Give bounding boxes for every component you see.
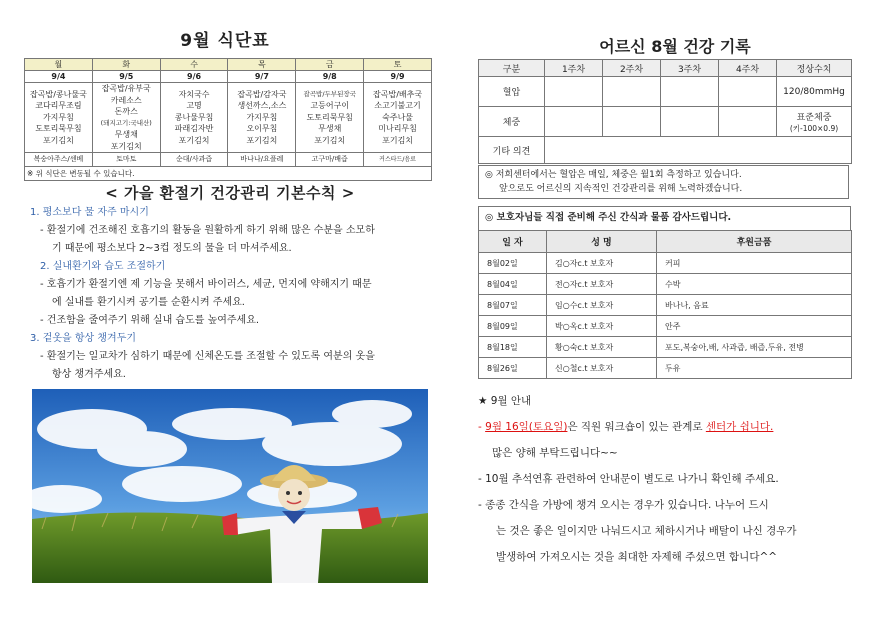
donation-name: 김○자c.t 보호자: [547, 253, 657, 274]
donation-name: 전○자c.t 보호자: [547, 274, 657, 295]
health-title: 어르신 8월 건강 기록: [599, 37, 751, 56]
bp-label: 혈압: [479, 77, 545, 107]
donation-item: 포도,복숭아,배, 사과즙, 배즙,두유, 전병: [657, 337, 852, 358]
menu-date: 9/9: [364, 71, 432, 83]
health-note: [478, 165, 849, 199]
weight-week-cell: [603, 107, 661, 137]
notice-line-1: [478, 414, 858, 440]
health-header: 3주차: [661, 60, 719, 77]
meal-item: 포기김치: [314, 135, 346, 145]
donation-item: 두유: [657, 358, 852, 379]
weight-week-cell: [719, 107, 777, 137]
health-header: 1주차: [545, 60, 603, 77]
table-row: [479, 253, 852, 274]
donation-item: 수박: [657, 274, 852, 295]
notice-dash: -: [478, 421, 486, 433]
guide-text: - 건조함을 줄여주기 위해 실내 습도를 높여주세요.: [40, 315, 260, 326]
table-row: [479, 295, 852, 316]
meal-item: 오이무침: [246, 124, 278, 134]
menu-snack: 바나나/요플레: [228, 153, 296, 167]
guide-text: - 환절기에 건조해진 호흡기의 활동을 원활하게 하기 위해 많은 수분을 소모하: [40, 225, 375, 236]
meal-item: 잡곡밥/콩나물국: [30, 89, 87, 99]
menu-day: 토: [364, 59, 432, 71]
meal-item: 생선까스,소스: [237, 101, 287, 111]
donation-date: 8월09일: [479, 316, 547, 337]
weight-week-cell: [545, 107, 603, 137]
menu-table: [24, 58, 432, 181]
notice-line-5: 는 것은 좋은 일이지만 나눠드시고 체하시거나 배탈이 나신 경우가: [496, 525, 797, 537]
guide-text: 기 때문에 평소보다 2~3컵 정도의 물을 더 마셔주세요.: [52, 243, 292, 254]
menu-date: 9/5: [92, 71, 160, 83]
etc-cell: [545, 137, 852, 164]
menu-meal-thu: [228, 83, 296, 153]
table-row: [479, 358, 852, 379]
scarecrow-photo: [32, 389, 428, 583]
guide-heading-2: 2. 실내환기와 습도 조절하기: [40, 261, 166, 272]
menu-day: 월: [25, 59, 93, 71]
meal-item: (돼지고기:국내산): [100, 118, 152, 127]
meal-item: 미나리무침: [378, 124, 417, 134]
menu-date: 9/4: [25, 71, 93, 83]
meal-item: 소고기불고기: [374, 101, 421, 111]
meal-item: 잡곡밥/유부국: [101, 84, 151, 93]
menu-note: ※ 위 식단은 변동될 수 있습니다.: [25, 167, 432, 181]
guide-title: < 가을 환절기 건강관리 기본수칙 >: [105, 184, 355, 202]
notice-closure-text: 센터가 쉽니다.: [705, 421, 774, 433]
meal-item: 포기김치: [246, 135, 278, 145]
guide-body: [30, 204, 430, 384]
menu-snack: 순대/사과즙: [160, 153, 228, 167]
health-header: 정상수치: [777, 60, 852, 77]
meal-item: 파래김자반: [174, 124, 214, 134]
weight-normal-formula: (키-100×0.9): [789, 123, 839, 133]
donation-header: 성 명: [547, 231, 657, 253]
health-record-table: [478, 59, 852, 164]
donation-name: 임○수c.t 보호자: [547, 295, 657, 316]
donation-name: 박○옥c.t 보호자: [547, 316, 657, 337]
health-header: 구분: [479, 60, 545, 77]
guide-text: - 환절기는 일교차가 심하기 때문에 신체온도를 조절할 수 있도록 여분의 옷을: [40, 351, 375, 362]
notice-text: 은 직원 워크숍이 있는 관계로: [567, 421, 706, 433]
meal-item: 숙주나물: [382, 112, 414, 122]
meal-item: 가지무침: [42, 112, 74, 122]
meal-item: 잡곡밥/두부된장국: [303, 89, 356, 98]
meal-item: 돈까스: [114, 107, 138, 116]
meal-item: 무생채: [318, 124, 342, 134]
donation-name: 신○철c.t 보호자: [547, 358, 657, 379]
donation-item: 커피: [657, 253, 852, 274]
scarecrow-illustration: [32, 389, 428, 583]
meal-item: 가지무침: [246, 112, 278, 122]
meal-item: 자치국수: [178, 89, 210, 99]
menu-day: 목: [228, 59, 296, 71]
menu-snack: 토마토: [92, 153, 160, 167]
donation-date: 8월26일: [479, 358, 547, 379]
meal-item: 카레소스: [110, 95, 142, 105]
menu-snack: 고구마/배즙: [296, 153, 364, 167]
menu-date: 9/7: [228, 71, 296, 83]
menu-snack: 복숭아주스/센베: [25, 153, 93, 167]
menu-meal-tue: [92, 83, 160, 153]
donation-item: 바나나, 음료: [657, 295, 852, 316]
menu-meal-sat: [364, 83, 432, 153]
meal-item: 포기김치: [42, 135, 74, 145]
notice-line-3: - 10월 추석연휴 관련하여 안내문이 별도로 나가니 확인해 주세요.: [478, 473, 779, 485]
weight-label: 체중: [479, 107, 545, 137]
meal-item: 고명: [186, 101, 202, 111]
table-row: [479, 337, 852, 358]
table-row: [479, 274, 852, 295]
meal-item: 도토리묵무침: [306, 112, 353, 122]
guide-text: 에 실내를 환기시켜 공기를 순환시켜 주세요.: [52, 297, 245, 308]
meal-item: 잡곡밥/배추국: [373, 89, 423, 99]
weight-week-cell: [661, 107, 719, 137]
meal-item: 코다리무조림: [35, 101, 82, 111]
guide-heading-3: 3. 겉옷을 항상 챙겨두기: [30, 333, 137, 344]
bp-week-cell: [545, 77, 603, 107]
meal-item: 포기김치: [178, 135, 210, 145]
health-header: 2주차: [603, 60, 661, 77]
menu-meal-wed: [160, 83, 228, 153]
notice-closure-date: 9월 16일(토요일): [485, 421, 568, 433]
guide-heading-1: 1. 평소보다 물 자주 마시기: [30, 207, 149, 218]
guide-text: - 호흡기가 환절기엔 제 기능을 못해서 바이러스, 세균, 먼지에 약해지기 때문: [40, 279, 372, 290]
meal-item: 무생채: [114, 130, 138, 139]
september-notice: [478, 388, 858, 570]
bp-week-cell: [719, 77, 777, 107]
menu-meal-mon: [25, 83, 93, 153]
menu-meal-fri: [296, 83, 364, 153]
scarecrow-face: [278, 479, 310, 511]
menu-snack: 커스타드/음료: [364, 153, 432, 167]
menu-title: 9월 식단표: [180, 31, 270, 51]
meal-item: 고등어구이: [310, 101, 350, 111]
menu-day: 화: [92, 59, 160, 71]
donation-header: 일 자: [479, 231, 547, 253]
donation-date: 8월07일: [479, 295, 547, 316]
bp-week-cell: [603, 77, 661, 107]
notice-line-6: 발생하여 가져오시는 것을 최대한 자제해 주셨으면 합니다^^: [496, 551, 778, 563]
menu-date: 9/8: [296, 71, 364, 83]
meal-item: 포기김치: [382, 135, 414, 145]
notice-title: ★ 9월 안내: [478, 395, 532, 407]
meal-item: 콩나물무침: [174, 112, 214, 122]
guide-text: 항상 챙겨주세요.: [52, 369, 126, 380]
notice-line-4: - 종종 간식을 가방에 챙겨 오시는 경우가 있습니다. 나누어 드시: [478, 499, 769, 511]
health-header: 4주차: [719, 60, 777, 77]
donation-date: 8월18일: [479, 337, 547, 358]
donation-header: 후원금품: [657, 231, 852, 253]
weight-normal-label: 표준체중: [796, 112, 832, 123]
meal-item: 포기김치: [110, 141, 142, 151]
donation-table: [478, 230, 852, 379]
menu-date: 9/6: [160, 71, 228, 83]
donation-date: 8월04일: [479, 274, 547, 295]
etc-label: 기타 의견: [479, 137, 545, 164]
meal-item: 도토리묵무침: [35, 124, 82, 134]
health-note-line: ◎ 저희센터에서는 혈압은 매일, 체중은 월1회 측정하고 있습니다.: [485, 170, 742, 180]
donation-name: 황○숙c.t 보호자: [547, 337, 657, 358]
donation-date: 8월02일: [479, 253, 547, 274]
donation-item: 안주: [657, 316, 852, 337]
bp-week-cell: [661, 77, 719, 107]
health-note-line: 앞으로도 어르신의 지속적인 건강관리를 위해 노력하겠습니다.: [499, 184, 743, 194]
table-row: [479, 316, 852, 337]
menu-day: 금: [296, 59, 364, 71]
bp-normal: 120/80mmHg: [777, 77, 852, 107]
donation-title: ◎ 보호자님들 직접 준비해 주신 간식과 물품 감사드립니다.: [478, 206, 851, 230]
weight-normal: [777, 107, 852, 137]
menu-day: 수: [160, 59, 228, 71]
meal-item: 잡곡밥/감자국: [237, 89, 287, 99]
notice-line-2: 많은 양해 부탁드립니다~~: [492, 447, 618, 459]
